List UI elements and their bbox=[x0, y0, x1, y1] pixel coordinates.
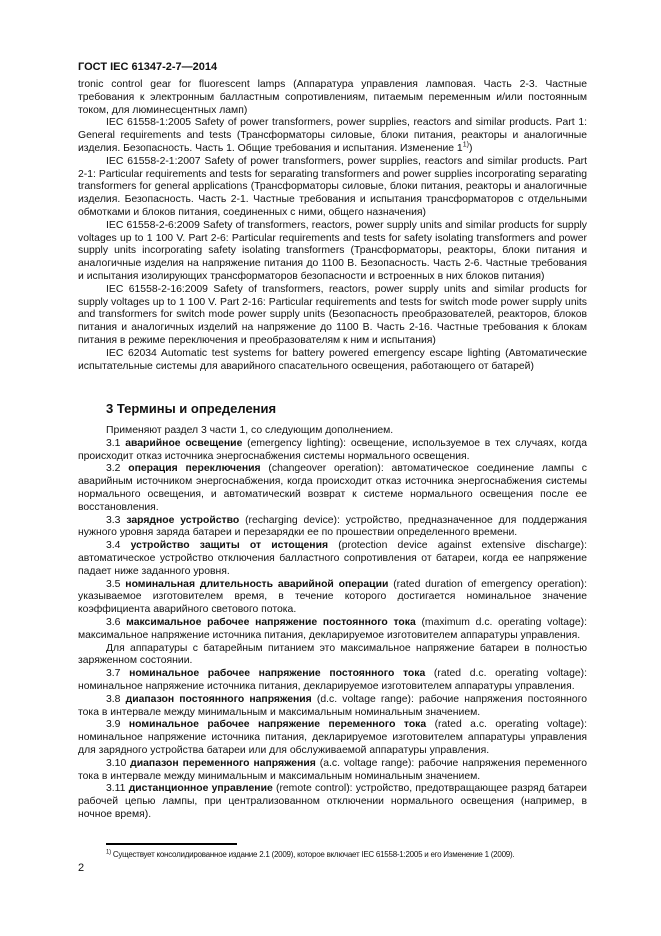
term-number: 3.4 bbox=[106, 540, 131, 552]
term-name: номинальная длительность аварийной операции bbox=[125, 578, 389, 590]
term-text: (recharging device): устройство, предназначенное для поддержания нужного уровня заряда батареи и перезарядки ее по прошествии определенного времени. bbox=[78, 514, 587, 539]
reference-text: ) bbox=[468, 142, 473, 154]
term-number: 3.1 bbox=[106, 437, 126, 449]
footnote-ref[interactable]: 1) bbox=[462, 141, 469, 149]
term-text: (changeover operation): автоматическое соединение лампы с аварийным источником энергоснабжения, когда происходит отказ источника энергоснабжения системы нормального освещения, и автоматический возврат к системе нормального освещения после ее восстановления. bbox=[78, 463, 587, 513]
page-number: 2 bbox=[78, 862, 85, 874]
term-number: 3.2 bbox=[106, 463, 129, 475]
reference-item: IEC 61558-2-1:2007 Safety of power transformers, power supplies, reactors and similar products. Part 2-1: Particular requirements and tests for separating transformers and power supplies incorporating separating transformers for general applications (Трансформаторы силовые, блоки питания, реакторы и аналогичные изделия. Безопасность. Часть 2-1. Частные требования и испытания трансформаторов с отдельными обмотками и блоков питания, соединенных с ними, общего назначения) bbox=[78, 155, 587, 218]
term-number: 3.10 bbox=[106, 757, 131, 769]
term-definition bbox=[78, 463, 587, 514]
normative-references bbox=[78, 79, 587, 373]
section-title: 3 Термины и определения bbox=[106, 401, 277, 416]
term-definition bbox=[78, 783, 587, 821]
term-text: (protection device against extensive discharge): автоматическое устройство отключения балластного сопротивления от батареи, когда ее напряжение падает ниже заданного уровня. bbox=[78, 540, 587, 577]
term-text: (maximum d.c. operating voltage): максимальное напряжение источника питания, декларируемое изготовителем аппаратуры управления. bbox=[78, 616, 587, 641]
term-number: 3.3 bbox=[106, 514, 127, 526]
reference-item: IEC 61558-2-6:2009 Safety of transformers, reactors, power supply units and similar products for supply voltages up to 1 100 V. Part 2-6: Particular requirements and tests for safety isolating transformers and power supply units incorporating safety isolating transformers (Трансформаторы, реакторы, блоки питания и аналогичные изделия на напряжение питания до 1100 В. Безопасность. Часть 2-6. Частные требования и испытания изолирующих трансформаторов безопасности и встроенных в них блоков питания) bbox=[78, 219, 587, 282]
term-name: номинальное рабочее напряжение переменного тока bbox=[128, 719, 427, 731]
term-text: (a.c. voltage range): рабочие напряжения переменного тока в интервале между минимальным и максимальным номинальным значением. bbox=[78, 757, 587, 782]
term-name: диапазон постоянного напряжения bbox=[125, 693, 312, 705]
term-name: номинальное рабочее напряжение постоянного тока bbox=[129, 668, 426, 680]
term-definition bbox=[78, 694, 587, 720]
footnote-divider bbox=[106, 843, 237, 845]
term-definition bbox=[78, 719, 587, 757]
term-text: (remote control): устройство, предотвращающее разряд батареи рабочей цепью лампы, при централизованном отключении нормального освещения (например, в ночное время). bbox=[78, 783, 587, 820]
document-header: ГОСТ IEC 61347-2-7—2014 bbox=[78, 61, 218, 73]
term-definition bbox=[78, 758, 587, 784]
term-definition bbox=[78, 617, 587, 643]
term-text: (rated d.c. operating voltage): номинальное напряжение источника питания, декларируемое изготовителем аппаратуры управления. bbox=[78, 668, 587, 692]
footnote-text: Существует консолидированное издание 2.1 (2009), которое включает IEC 61558-1:2005 и его Изменение 1 (2009). bbox=[110, 850, 515, 859]
term-number: 3.7 bbox=[106, 668, 130, 680]
term-name: зарядное устройство bbox=[126, 514, 240, 526]
reference-item bbox=[78, 117, 587, 155]
term-text: (emergency lighting): освещение, используемое в тех случаях, когда происходит отказ источника энергоснабжения системы нормального освещения. bbox=[78, 437, 588, 462]
term-name: дистанционное управление bbox=[128, 783, 273, 795]
term-name: аварийное освещение bbox=[125, 437, 243, 449]
term-name: операция переключения bbox=[128, 463, 261, 475]
term-definition bbox=[78, 438, 587, 464]
term-number: 3.6 bbox=[106, 616, 127, 628]
footnote bbox=[106, 850, 514, 859]
term-definition bbox=[78, 540, 587, 578]
reference-item: tronic control gear for fluorescent lamps (Аппаратура управления ламповая. Часть 2-3. Частные требования к электронным балластным сопротивлениям, питаемым переменным и/или постоянным током, для люминесцентных ламп) bbox=[78, 79, 587, 116]
term-definition bbox=[78, 643, 587, 669]
reference-text: IEC 61558-1:2005 Safety of power transformers, power supplies, reactors and similar products. Part 1: General requirements and tests (Трансформаторы силовые, блоки питания, реакторы и аналогичные изделия. Безопасность. Часть 1. Общие требования и испытания. Изменение 1 bbox=[78, 117, 587, 154]
term-name: устройство защиты от истощения bbox=[130, 540, 329, 552]
term-definition bbox=[78, 515, 587, 541]
term-text: (rated a.c. operating voltage): номинальное напряжение источника питания, декларируемое изготовителем аппаратуры управления для зарядного устройства батареи или для обслуживаемой аппаратуры управления. bbox=[78, 719, 587, 756]
reference-item: IEC 62034 Automatic test systems for battery powered emergency escape lighting (Автоматические испытательные системы для аварийного спасательного освещения, работающего от батарей) bbox=[78, 347, 587, 372]
term-text: Для аппаратуры с батарейным питанием это максимальное напряжение батареи в полностью заряженном состоянии. bbox=[78, 642, 587, 667]
terms-list bbox=[78, 425, 587, 822]
reference-item: IEC 61558-2-16:2009 Safety of transformers, reactors, power supply units and similar products for supply voltages up to 1 100 V. Part 2-16: Particular requirements and tests for switch mode power supply units and transformers for switch mode power supply units (Безопасность преобразователей, реакторов, блоков питания и аналогичных изделий на напряжение до 1100 В. Часть 2-16. Частные требования к блокам питания в режиме переключения и преобразователям к ним и испытания) bbox=[78, 283, 587, 346]
term-definition bbox=[78, 579, 587, 617]
term-text: (rated duration of emergency operation): указываемое изготовителем время, в течение которого достигается номинальное значение коэффициента аварийного светового потока. bbox=[78, 578, 587, 616]
term-name: максимальное рабочее напряжение постоянного тока bbox=[126, 616, 416, 628]
term-number: 3.5 bbox=[106, 578, 126, 590]
term-definition bbox=[78, 668, 587, 694]
term-name: диапазон переменного напряжения bbox=[130, 757, 316, 769]
footnote-mark: 1) bbox=[106, 849, 111, 856]
term-number: 3.11 bbox=[106, 783, 129, 795]
term-text: (d.c. voltage range): рабочие напряжения постоянного тока в интервале между минимальным и максимальным номинальным значением. bbox=[78, 693, 587, 718]
term-number: 3.8 bbox=[106, 693, 126, 705]
term-number: 3.9 bbox=[106, 719, 129, 731]
section-intro: Применяют раздел 3 части 1, со следующим дополнением. bbox=[106, 425, 394, 436]
